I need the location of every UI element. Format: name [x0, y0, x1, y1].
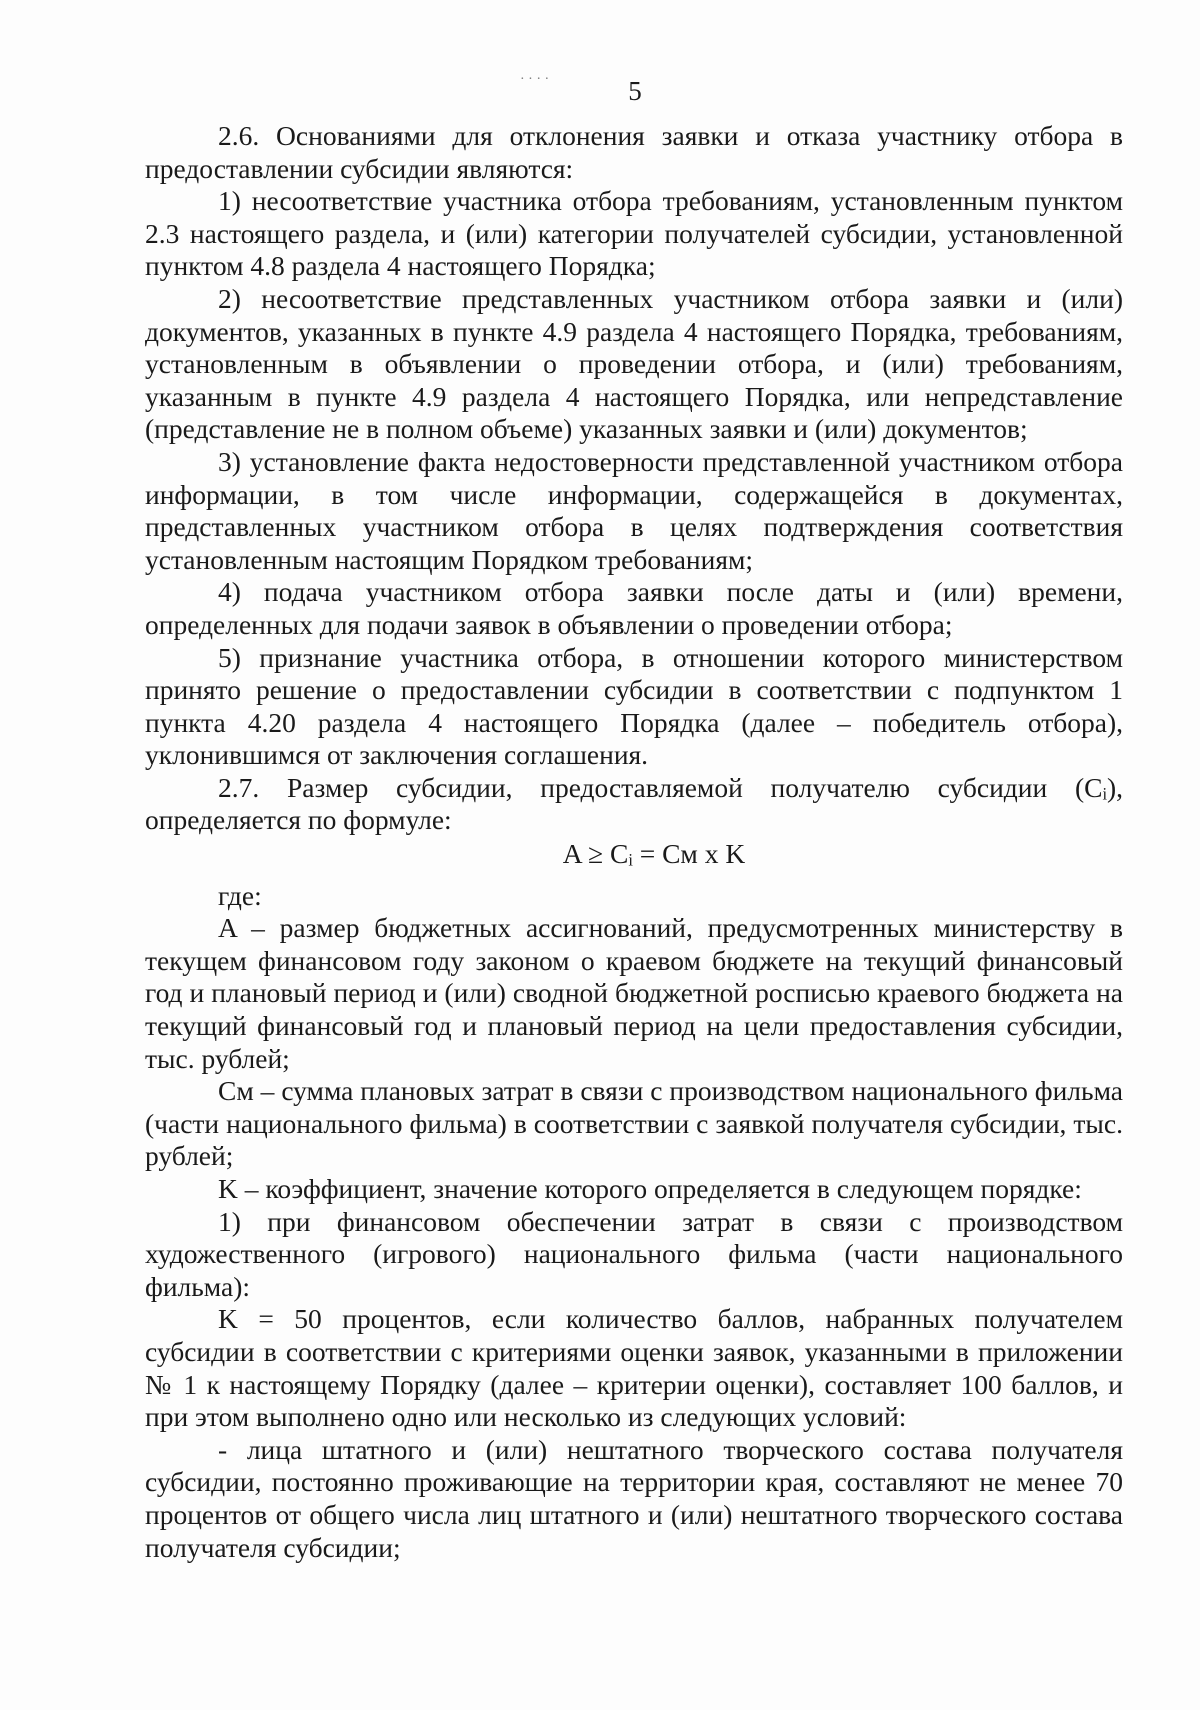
paragraph-item-2: 2) несоответствие представленных участником отбора заявки и (или) документов, указанных в пункте 4.9 раздела 4 настоящего Порядка, требованиям, установленным в объявлении о проведении отбора, и (или) требованиям, указанным в пункте 4.9 раздела 4 настоящего Порядка, или непредставление (представление не в полном объеме) указанных заявки и (или) документов;: [145, 282, 1123, 445]
paragraph-2-7: 2.7. Размер субсидии, предоставляемой получателю субсидии (Cᵢ), определяется по формуле:: [145, 771, 1123, 836]
paragraph-condition: - лица штатного и (или) нештатного творческого состава получателя субсидии, постоянно проживающие на территории края, составляют не менее 70 процентов от общего числа лиц штатного и (или) нештатного творческого состава получателя субсидии;: [145, 1433, 1123, 1563]
paragraph-k-50: K = 50 процентов, если количество баллов, набранных получателем субсидии в соответствии с критериями оценки заявок, указанными в приложении № 1 к настоящему Порядку (далее – критерии оценки), составляет 100 баллов, и при этом выполнено одно или несколько из следующих условий:: [145, 1303, 1123, 1433]
paragraph-k-item-1: 1) при финансовом обеспечении затрат в связи с производством художественного (игрового) национального фильма (части национального фильма):: [145, 1205, 1123, 1302]
where-label: где:: [218, 879, 262, 911]
page-number: 5: [628, 76, 642, 106]
paragraph-item-5: 5) признание участника отбора, в отношении которого министерством принято решение о предоставлении субсидии в соответствии с подпунктом 1 пункта 4.20 раздела 4 настоящего Порядка (далее – победитель отбора), уклонившимся от заключения соглашения.: [145, 641, 1123, 771]
document-body: [145, 120, 1123, 1564]
paragraph-2-6: 2.6. Основаниями для отклонения заявки и отказа участнику отбора в предоставлении субсидии являются:: [145, 120, 1123, 184]
definition-k: K – коэффициент, значение которого определяется в следующем порядке:: [218, 1173, 1082, 1204]
paragraph-item-1: 1) несоответствие участника отбора требованиям, установленным пунктом 2.3 настоящего раздела, и (или) категории получателей субсидии, установленной пунктом 4.8 раздела 4 настоящего Порядка;: [145, 185, 1123, 282]
paragraph-item-3: 3) установление факта недостоверности представленной участником отбора информации, в том числе информации, содержащейся в документах, представленных участником отбора в целях подтверждения соответствия установленным настоящим Порядком требованиям;: [145, 445, 1123, 575]
formula: A ≥ Cᵢ = См x K: [562, 838, 746, 870]
paragraph-item-4: 4) подача участником отбора заявки после даты и (или) времени, определенных для подачи заявок в объявлении о проведении отбора;: [145, 576, 1123, 640]
definition-a: A – размер бюджетных ассигнований, предусмотренных министерству в текущем финансовом году законом о краевом бюджете на текущий финансовый год и плановый период и (или) сводной бюджетной росписью краевого бюджета на текущий финансовый год и плановый период на цели предоставления субсидии, тыс. рублей;: [145, 912, 1123, 1074]
definition-sm: См – сумма плановых затрат в связи с производством национального фильма (части национального фильма) в соответствии с заявкой получателя субсидии, тыс. рублей;: [145, 1075, 1123, 1172]
scan-speck: · · · ·: [520, 72, 550, 87]
